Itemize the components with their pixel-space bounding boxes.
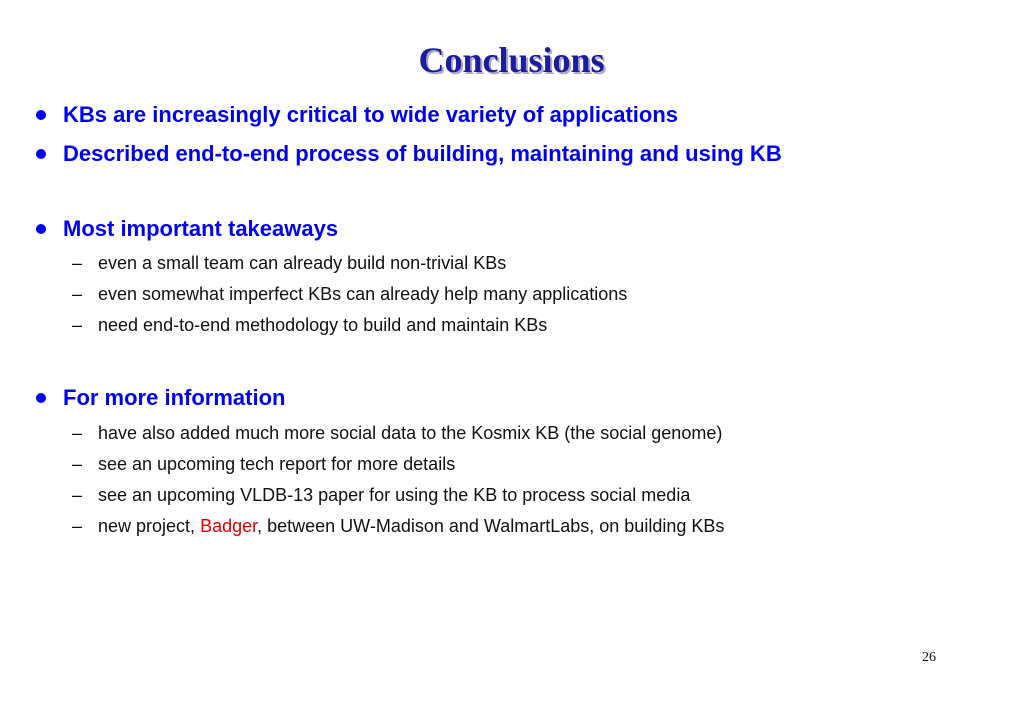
- dash-icon: –: [72, 422, 83, 443]
- sub-item: [72, 452, 455, 476]
- dash-icon: –: [72, 283, 83, 304]
- bullet-dot-icon: [36, 149, 46, 159]
- dash-icon: –: [72, 515, 83, 536]
- sub-item-text: [98, 516, 724, 537]
- sub-item: [72, 313, 547, 337]
- sub-item: [72, 421, 722, 445]
- sub-item-text: even somewhat imperfect KBs can already help many applications: [98, 283, 628, 304]
- badger-project-name: Badger: [200, 515, 258, 536]
- badger-suffix: , between UW-Madison and WalmartLabs, on building KBs: [257, 515, 725, 536]
- bullet-more-information: [36, 383, 285, 413]
- bullet-dot-icon: [36, 393, 46, 403]
- bullet-end-to-end-process: [36, 139, 782, 169]
- sub-item-badger: [72, 514, 724, 538]
- dash-icon: –: [72, 484, 83, 505]
- page-number: 26: [922, 650, 936, 665]
- dash-icon: –: [72, 453, 83, 474]
- sub-item-text: have also added much more social data to the Kosmix KB (the social genome): [98, 422, 723, 443]
- dash-icon: –: [72, 314, 83, 335]
- bullet-kbs-critical: [36, 100, 678, 130]
- sub-item: [72, 483, 690, 507]
- bullet-text: For more information: [63, 385, 286, 410]
- badger-prefix: new project,: [98, 515, 201, 536]
- bullet-dot-icon: [36, 110, 46, 120]
- sub-item-text: even a small team can already build non-trivial KBs: [98, 252, 507, 273]
- sub-item: [72, 251, 506, 275]
- sub-item: [72, 282, 627, 306]
- bullet-text: Most important takeaways: [63, 216, 339, 241]
- sub-item-text: need end-to-end methodology to build and maintain KBs: [98, 314, 548, 335]
- bullet-text: Described end-to-end process of building, maintaining and using KB: [63, 141, 782, 166]
- slide-title: Conclusions: [418, 40, 605, 80]
- dash-icon: –: [72, 252, 83, 273]
- bullet-dot-icon: [36, 224, 46, 234]
- bullet-takeaways: [36, 214, 338, 244]
- sub-item-text: see an upcoming tech report for more details: [98, 453, 456, 474]
- bullet-text: KBs are increasingly critical to wide variety of applications: [63, 102, 678, 127]
- sub-item-text: see an upcoming VLDB-13 paper for using the KB to process social media: [98, 484, 691, 505]
